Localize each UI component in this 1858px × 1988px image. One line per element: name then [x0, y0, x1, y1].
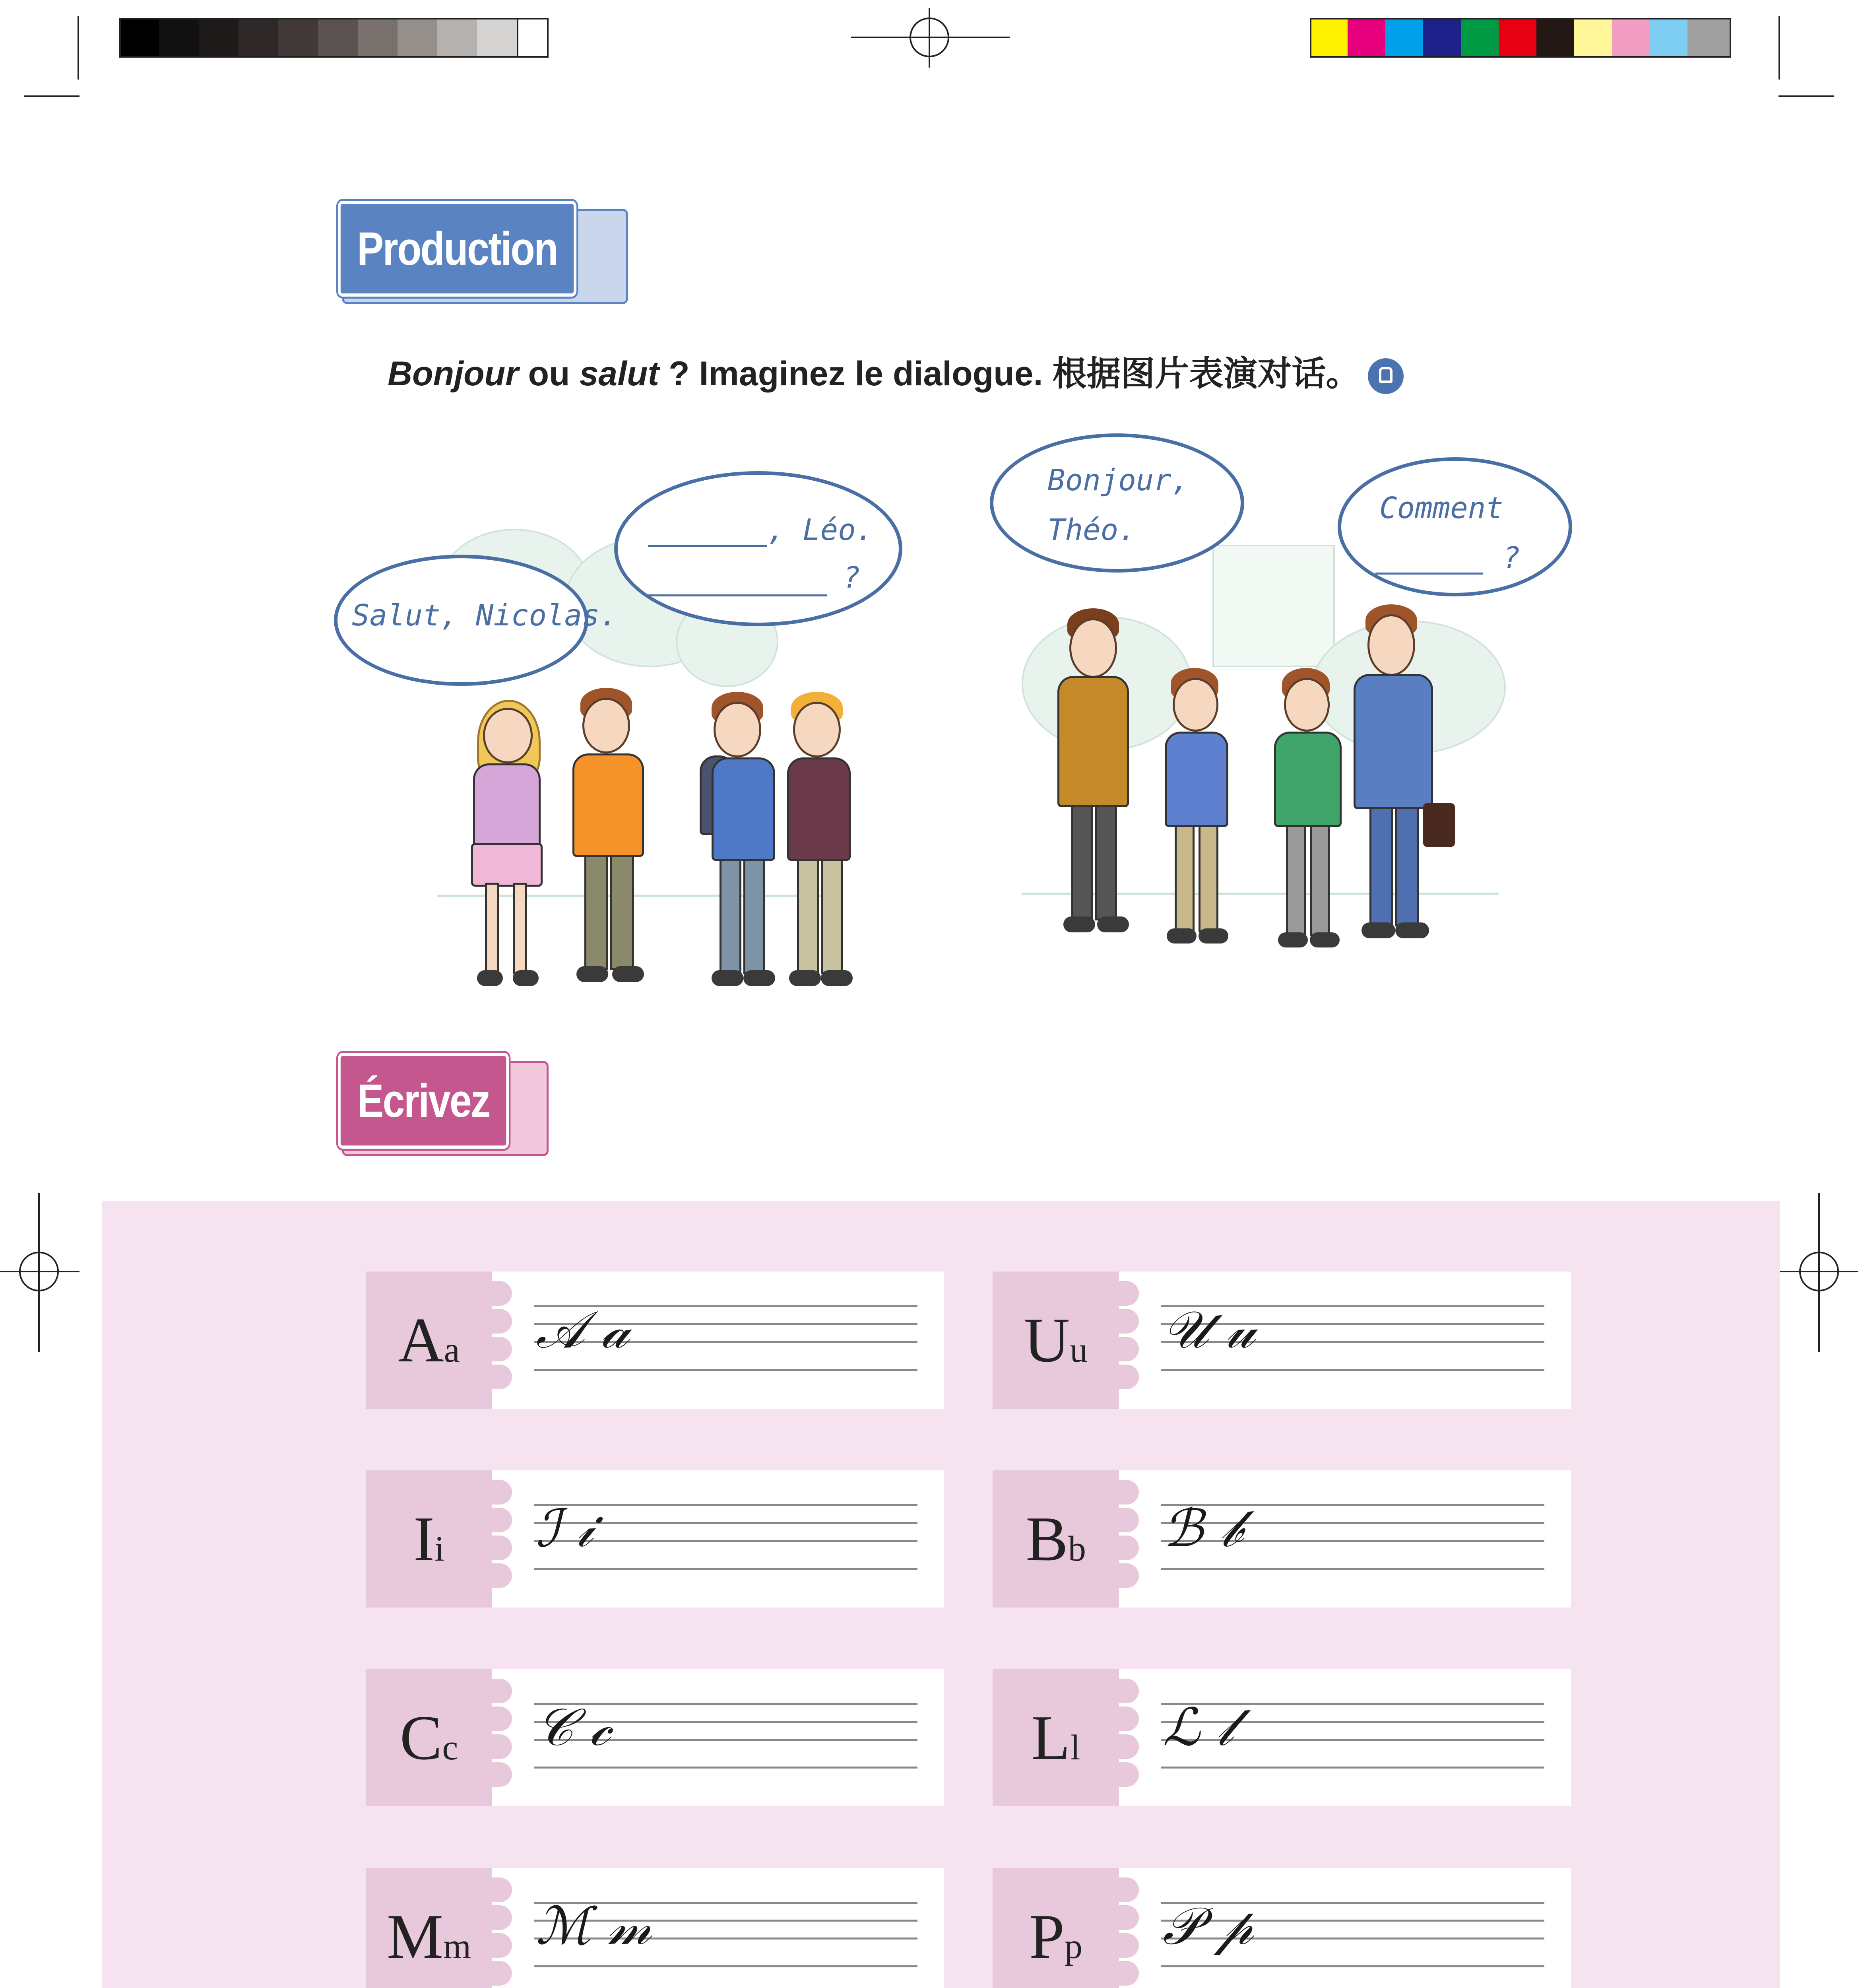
cursive-example: 𝒰 𝓊: [1163, 1299, 1255, 1360]
handwriting-lines[interactable]: [492, 1470, 944, 1607]
uppercase-letter: C: [400, 1702, 442, 1773]
binder-ring: [476, 1762, 512, 1787]
uppercase-letter: M: [386, 1901, 444, 1972]
print-letter: [366, 1868, 492, 1988]
letter-card-p: [993, 1868, 1571, 1988]
ecrivez-badge: [338, 1053, 509, 1149]
uppercase-letter: U: [1024, 1305, 1070, 1375]
bubble-text-comment: Comment: [1379, 491, 1503, 525]
handwriting-lines[interactable]: [1119, 1272, 1571, 1409]
lowercase-letter: l: [1070, 1728, 1080, 1767]
binder-ring: [1103, 1337, 1139, 1361]
letter-card-l: [993, 1669, 1571, 1806]
binder-ring: [1103, 1762, 1139, 1787]
binder-ring: [476, 1706, 512, 1731]
ruled-line: [1161, 1369, 1544, 1371]
ruled-line: [534, 1965, 917, 1967]
cursive-example: ℐ 𝒾: [536, 1498, 593, 1559]
binder-ring: [476, 1480, 512, 1505]
instruction-text: ? Imaginez le dialogue. 根据图片表演对话。: [659, 355, 1360, 393]
uppercase-letter: I: [413, 1503, 435, 1574]
print-letter: [993, 1470, 1119, 1607]
binder-ring: [476, 1679, 512, 1703]
ruled-line: [1161, 1965, 1544, 1967]
binder-ring: [1103, 1480, 1139, 1505]
handwriting-lines[interactable]: [492, 1868, 944, 1988]
handwriting-lines[interactable]: [1119, 1868, 1571, 1988]
print-letter: [366, 1272, 492, 1409]
binder-ring: [1103, 1905, 1139, 1930]
binder-ring: [476, 1961, 512, 1986]
binder-ring: [1103, 1536, 1139, 1560]
print-letter: [993, 1669, 1119, 1806]
print-letter: [366, 1669, 492, 1806]
ruled-line: [534, 1369, 917, 1371]
letter-card-i: [366, 1470, 944, 1607]
answer-blank-greeting: [648, 545, 767, 547]
binder-ring: [476, 1508, 512, 1532]
ecrivez-badge-label: Écrivez: [357, 1074, 490, 1127]
production-instruction: [388, 346, 1404, 395]
production-badge-label: Production: [357, 222, 557, 275]
uppercase-letter: A: [398, 1305, 444, 1375]
ruled-line: [534, 1767, 917, 1769]
binder-ring: [476, 1365, 512, 1389]
instruction-ou: ou: [518, 355, 580, 393]
bubble-text-theo: Théo.: [1047, 513, 1136, 547]
binder-ring: [1103, 1706, 1139, 1731]
binder-ring: [476, 1536, 512, 1560]
cursive-example: ℒ 𝓁: [1163, 1697, 1234, 1757]
binder-ring: [476, 1281, 512, 1306]
binder-ring: [476, 1933, 512, 1958]
binder-ring: [1103, 1365, 1139, 1389]
cursive-example: ℬ 𝒷: [1163, 1498, 1242, 1559]
binder-ring: [476, 1337, 512, 1361]
ruled-line: [534, 1568, 917, 1570]
uppercase-letter: L: [1031, 1702, 1071, 1773]
bubble-text-leo: , Léo.: [767, 513, 874, 547]
handwriting-lines[interactable]: [492, 1272, 944, 1409]
cursive-example: 𝒜 𝒶: [536, 1299, 630, 1360]
ruled-line: [1161, 1767, 1544, 1769]
bubble-text-comment-question: ?: [1503, 541, 1521, 575]
lowercase-letter: a: [444, 1330, 460, 1370]
letter-card-m: [366, 1868, 944, 1988]
binder-ring: [1103, 1563, 1139, 1588]
lowercase-letter: b: [1068, 1529, 1086, 1569]
binder-ring: [476, 1905, 512, 1930]
cursive-example: 𝒞 𝒸: [536, 1697, 611, 1757]
answer-blank-question: [648, 594, 827, 596]
letter-card-a: [366, 1272, 944, 1409]
cursive-example: 𝒫 𝓅: [1163, 1896, 1253, 1956]
letter-card-c: [366, 1669, 944, 1806]
speech-bubble-bonjour: [990, 433, 1244, 573]
speech-bubble-leo: [614, 471, 902, 626]
handwriting-lines[interactable]: [492, 1669, 944, 1806]
production-badge: [338, 201, 576, 297]
speech-bubble-comment: [1338, 457, 1572, 596]
print-letter: [366, 1470, 492, 1607]
audio-icon[interactable]: [1368, 358, 1404, 394]
lowercase-letter: u: [1070, 1330, 1088, 1370]
binder-ring: [476, 1877, 512, 1902]
lowercase-letter: m: [443, 1927, 471, 1966]
letter-card-b: [993, 1470, 1571, 1607]
binder-ring: [1103, 1734, 1139, 1759]
print-letter: [993, 1868, 1119, 1988]
instruction-salut: salut: [579, 355, 659, 393]
binder-ring: [476, 1309, 512, 1334]
binder-ring: [1103, 1877, 1139, 1902]
cursive-example: ℳ 𝓂: [536, 1896, 652, 1956]
binder-ring: [1103, 1508, 1139, 1532]
answer-blank-comment: [1375, 573, 1483, 575]
letter-card-u: [993, 1272, 1571, 1409]
handwriting-lines[interactable]: [1119, 1669, 1571, 1806]
binder-ring: [1103, 1933, 1139, 1958]
bubble-text-leo-question: ?: [843, 561, 861, 595]
ruled-line: [1161, 1568, 1544, 1570]
bubble-text-bonjour: Bonjour,: [1047, 463, 1189, 497]
handwriting-lines[interactable]: [1119, 1470, 1571, 1607]
uppercase-letter: B: [1026, 1503, 1068, 1574]
binder-ring: [476, 1563, 512, 1588]
binder-ring: [1103, 1281, 1139, 1306]
binder-ring: [1103, 1961, 1139, 1986]
instruction-bonjour: Bonjour: [388, 355, 519, 393]
lowercase-letter: c: [442, 1728, 458, 1767]
binder-ring: [1103, 1679, 1139, 1703]
uppercase-letter: P: [1029, 1901, 1065, 1972]
binder-ring: [1103, 1309, 1139, 1334]
bubble-text-salut-nicolas: Salut, Nicolas.: [352, 598, 618, 633]
print-letter: [993, 1272, 1119, 1409]
lowercase-letter: i: [434, 1529, 445, 1569]
binder-ring: [476, 1734, 512, 1759]
lowercase-letter: p: [1064, 1927, 1082, 1966]
